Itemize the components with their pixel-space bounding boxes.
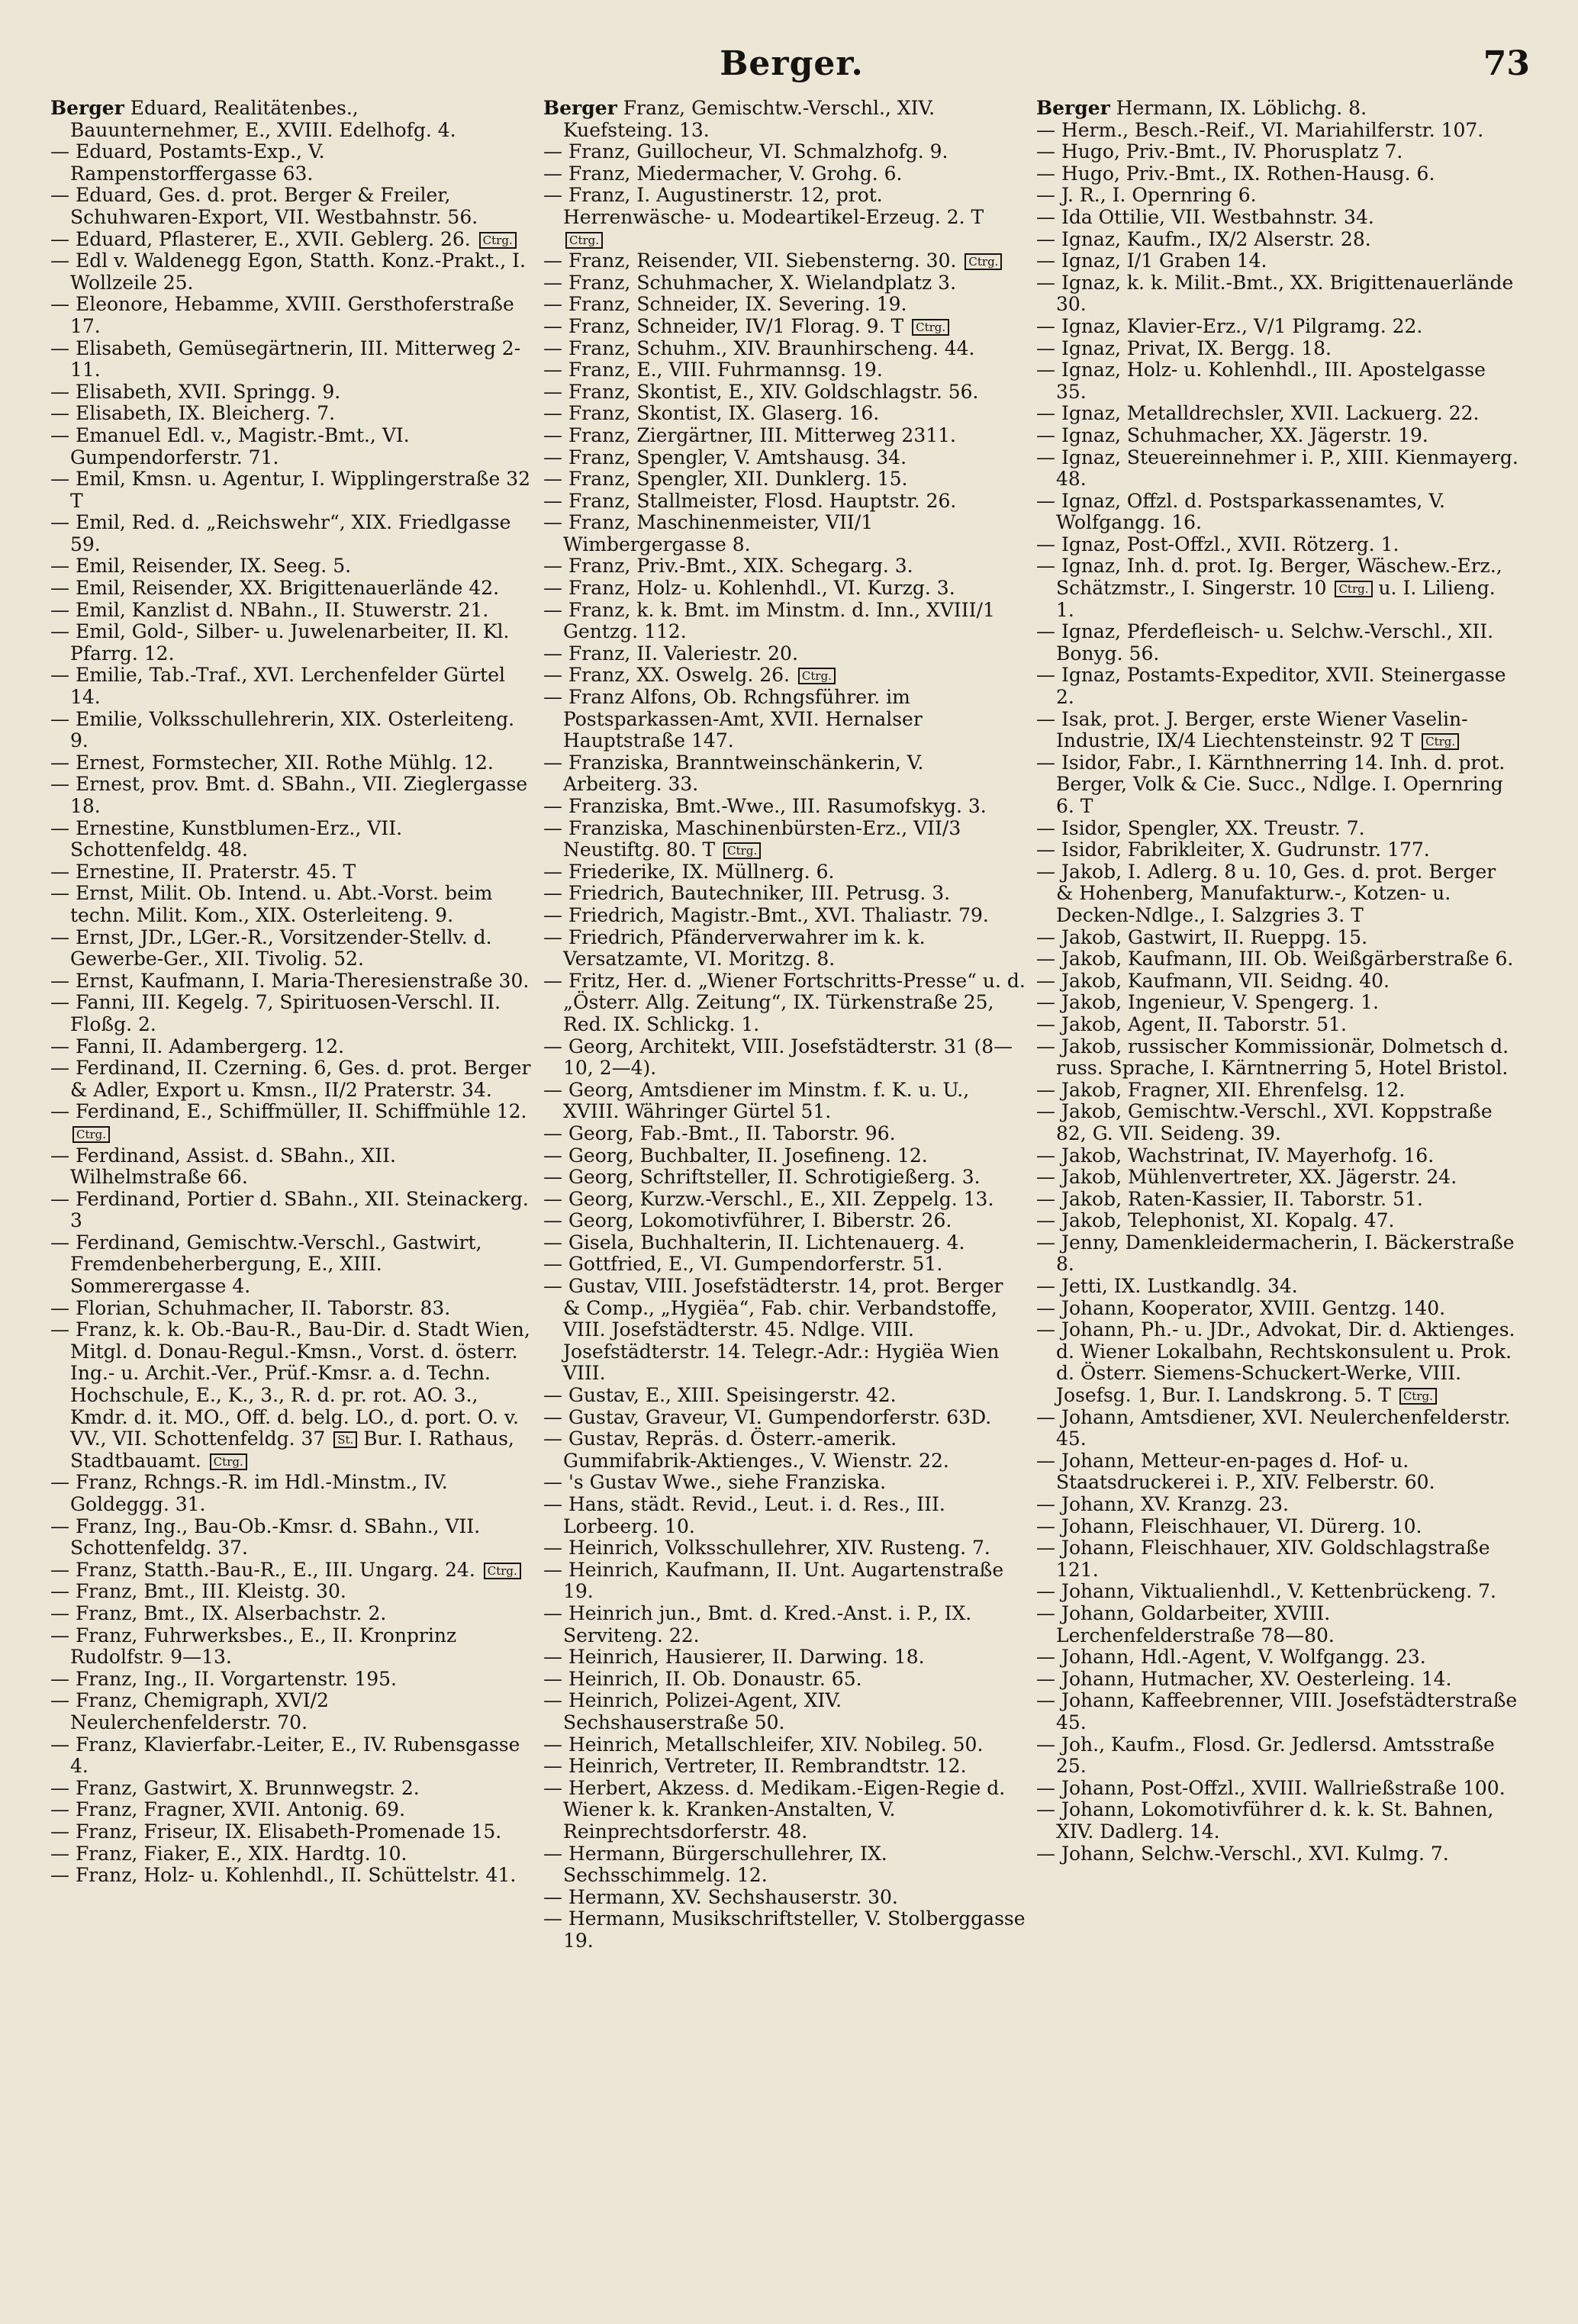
directory-entry: — Gustav, E., XIII. Speisingerstr. 42. — [543, 1384, 897, 1407]
directory-entry: — Franz, Fiaker, E., XIX. Hardtg. 10. — [50, 1842, 407, 1865]
directory-entry: — Georg, Kurzw.-Verschl., E., XII. Zeppelg. 13. — [543, 1187, 994, 1210]
directory-entry: — Jakob, Kaufmann, VII. Seidng. 40. — [1036, 969, 1390, 992]
directory-entry: — Herm., Besch.-Reif., VI. Mariahilferstr. 107. — [1036, 118, 1484, 141]
directory-entry: — Isidor, Fabr., I. Kärnthnerring 14. Inh. d. prot. Berger, Volk & Cie. Succ., Ndlge. I. Opernring 6. T — [1036, 751, 1506, 817]
directory-entry: — Heinrich, Polizei-Agent, XIV. Sechshauserstraße 50. — [543, 1689, 842, 1733]
directory-entry: — Franz, Schneider, IV/1 Florag. 9. T Ctrg. — [543, 316, 1026, 338]
directory-entry: — Johann, Fleischhauer, XIV. Goldschlagstraße 121. — [1036, 1537, 1490, 1581]
directory-entry: — Ferdinand, E., Schiffmüller, II. Schiffmühle 12. Ctrg. — [50, 1100, 527, 1141]
directory-entry: — Johann, Hdl.-Agent, V. Wolfgangg. 23. — [1036, 1646, 1426, 1669]
directory-entry: — Franz, Holz- u. Kohlenhdl., VI. Kurzg. 3. — [543, 577, 955, 600]
directory-entry: — Franz, Schuhm., XIV. Braunhirscheng. 44. — [543, 336, 975, 359]
directory-entry: — Franz, Schneider, IX. Severing. 19. — [543, 293, 907, 316]
directory-entry: — Eduard, Ges. d. prot. Berger & Freiler, Schuhwaren-Export, VII. Westbahnstr. 56. — [50, 184, 478, 228]
directory-entry: — Emil, Kanzlist d. NBahn., II. Stuwerstr. 21. — [50, 598, 489, 621]
directory-entry: — Isak, prot. J. Berger, erste Wiener Vaselin-Industrie, IX/4 Liechtensteinstr. 92 T Ctrg. — [1036, 707, 1468, 752]
directory-entry: — Franz, Spengler, XII. Dunklerg. 15. — [543, 468, 908, 491]
directory-entry: — Fanni, II. Adambergerg. 12. — [50, 1035, 345, 1057]
directory-entry: — Ferdinand, Gemischtw.-Verschl., Gastwirt, Fremdenbeherbergung, E., XIII. Sommerergasse 4. — [50, 1231, 482, 1298]
column-middle — [543, 98, 1026, 2295]
directory-entry: — Jakob, Kaufmann, III. Ob. Weißgärberstraße 6. — [1036, 948, 1514, 970]
directory-entry: — Friedrich, Pfänderverwahrer im k. k. Versatzamte, VI. Moritzg. 8. — [543, 925, 926, 970]
directory-entry: Berger Hermann, IX. Löblichg. 8. — [1036, 98, 1367, 119]
directory-entry: — Franz, I. Augustinerstr. 12, prot. Herrenwäsche- u. Modeartikel-Erzeug. 2. T Ctrg. — [543, 184, 984, 247]
directory-entry: — Herbert, Akzess. d. Medikam.-Eigen-Regie d. Wiener k. k. Kranken-Anstalten, V. Reinprechtsdorferstr. 48. — [543, 1776, 1006, 1843]
directory-entry: — Isidor, Fabrikleiter, X. Gudrunstr. 177. — [1036, 839, 1430, 861]
directory-entry: — Jakob, russischer Kommissionär, Dolmetsch d. russ. Sprache, I. Kärntnerring 5, Hotel Bristol. — [1036, 1035, 1509, 1080]
directory-entry: — Johann, Ph.- u. JDr., Advokat, Dir. d. Aktienges. d. Wiener Lokalbahn, Rechtskonsulent u. Prok. d. Österr. Siemens-Schuckert-Werke, VIII. Josefsg. 1, Bur. I. Landskrong. 5. T Ctrg. — [1036, 1318, 1515, 1407]
directory-entry: — Heinrich, Volksschullehrer, XIV. Rusteng. 7. — [543, 1537, 990, 1560]
column-left — [50, 98, 533, 2295]
directory-entry: Berger Eduard, Realitätenbes., Bauunternehmer, E., XVIII. Edelhofg. 4. — [50, 98, 456, 141]
directory-entry: — Johann, Hutmacher, XV. Oesterleing. 14. — [1036, 1667, 1452, 1690]
directory-entry: — Emil, Reisender, XX. Brigittenauerlände 42. — [50, 577, 500, 600]
directory-entry: — Eduard, Postamts-Exp., V. Rampenstorffergasse 63. — [50, 140, 325, 185]
directory-entry: — Franz, Fragner, XVII. Antonig. 69. — [50, 1798, 406, 1821]
directory-entry: — Johann, Selchw.-Verschl., XVI. Kulmg. 7. — [1036, 1842, 1449, 1865]
directory-entry: — Franz, k. k. Bmt. im Minstm. d. Inn., XVIII/1 Gentzg. 112. — [543, 598, 995, 643]
directory-entry: — Ferdinand, II. Czerning. 6, Ges. d. prot. Berger & Adler, Export u. Kmsn., II/2 Praterstr. 34. — [50, 1057, 531, 1101]
directory-entry: — Gustav, Repräs. d. Österr.-amerik. Gummifabrik-Aktienges., V. Wienstr. 22. — [543, 1428, 949, 1472]
directory-entry: — Fritz, Her. d. „Wiener Fortschritts-Presse“ u. d. „Österr. Allg. Zeitung“, IX. Türkenstraße 25, Red. IX. Schlickg. 1. — [543, 969, 1026, 1035]
directory-entry: — Hugo, Priv.-Bmt., IV. Phorusplatz 7. — [1036, 140, 1403, 163]
directory-entry: — Edl v. Waldenegg Egon, Statth. Konz.-Prakt., I. Wollzeile 25. — [50, 249, 526, 294]
directory-entry: — Emil, Reisender, IX. Seeg. 5. — [50, 555, 352, 578]
directory-entry: — Heinrich, Metallschleifer, XIV. Nobileg. 50. — [543, 1733, 984, 1756]
directory-entry: — Jakob, Agent, II. Taborstr. 51. — [1036, 1012, 1347, 1035]
directory-entry: — Franz, Friseur, IX. Elisabeth-Promenade 15. — [50, 1820, 502, 1843]
directory-entry: — Johann, Amtsdiener, XVI. Neulerchenfelderstr. 45. — [1036, 1405, 1511, 1450]
directory-entry: — Ignaz, Schuhmacher, XX. Jägerstr. 19. — [1036, 423, 1428, 446]
directory-entry: — Heinrich, II. Ob. Donaustr. 65. — [543, 1667, 862, 1690]
page-number: 73 — [1483, 44, 1530, 83]
directory-entry: — Franz, Fuhrwerksbes., E., II. Kronprinz Rudolfstr. 9—13. — [50, 1624, 457, 1669]
directory-entry: — Ignaz, Postamts-Expeditor, XVII. Steinergasse 2. — [1036, 664, 1506, 709]
directory-entry: — Franz, Ziergärtner, III. Mitterweg 2311. — [543, 423, 956, 446]
directory-entry: — Eleonore, Hebamme, XVIII. Gersthoferstraße 17. — [50, 293, 514, 337]
directory-entry: — Franz, Ing., II. Vorgartenstr. 195. — [50, 1667, 397, 1690]
directory-entry: — Jakob, Gemischtw.-Verschl., XVI. Koppstraße 82, G. VII. Seideng. 39. — [1036, 1100, 1493, 1144]
directory-entry: — Franz, Bmt., IX. Alserbachstr. 2. — [50, 1601, 387, 1624]
directory-entry: — Franz, Spengler, V. Amtshausg. 34. — [543, 446, 907, 468]
directory-entry: — Franz, Klavierfabr.-Leiter, E., IV. Rubensgasse 4. — [50, 1733, 520, 1778]
directory-entry: — Gustav, VIII. Josefstädterstr. 14, prot. Berger & Comp., „Hygiëa“, Fab. chir. Verbandstoffe, VIII. Josefstädterstr. 45. Ndlge. VIII. Josefstädterstr. 14. Telegr.-Adr.: Hygiëa Wien VIII. — [543, 1275, 1003, 1385]
directory-entry: — Franz, Miedermacher, V. Grohg. 6. — [543, 162, 903, 185]
directory-entry: — Georg, Lokomotivführer, I. Biberstr. 26. — [543, 1209, 952, 1232]
directory-entry: Berger Franz, Gemischtw.-Verschl., XIV. Kuefsteing. 13. — [543, 98, 936, 141]
directory-entry: — Heinrich, Vertreter, II. Rembrandtstr. 12. — [543, 1755, 967, 1778]
directory-entry: — Franz, Priv.-Bmt., XIX. Schegarg. 3. — [543, 555, 913, 578]
directory-entry: — Georg, Buchbalter, II. Josefineng. 12. — [543, 1144, 928, 1167]
directory-entry: — Jenny, Damenkleidermacherin, I. Bäckerstraße 8. — [1036, 1231, 1515, 1276]
directory-entry: — Franz, Schuhmacher, X. Wielandplatz 3. — [543, 271, 957, 294]
directory-entry: — Johann, Viktualienhdl., V. Kettenbrückeng. 7. — [1036, 1580, 1496, 1603]
directory-entry: — Elisabeth, XVII. Springg. 9. — [50, 380, 341, 403]
directory-entry: — Franz, Statth.-Bau-R., E., III. Ungarg. 24. Ctrg. — [50, 1560, 533, 1582]
directory-entry: — Johann, Goldarbeiter, XVIII. Lerchenfelderstraße 78—80. — [1036, 1601, 1335, 1646]
directory-entry: — Ignaz, Inh. d. prot. Ig. Berger, Wäschew.-Erz., Schätzmstr., I. Singerstr. 10 Ctrg. u. I. Lilieng. 1. — [1036, 555, 1502, 621]
directory-entry: — Friedrich, Bautechniker, III. Petrusg. 3. — [543, 882, 951, 905]
directory-entry: — Ignaz, k. k. Milit.-Bmt., XX. Brigittenauerlände 30. — [1036, 271, 1514, 316]
directory-entry: — Hans, städt. Revid., Leut. i. d. Res., III. Lorbeerg. 10. — [543, 1493, 945, 1537]
column-right — [1036, 98, 1518, 2295]
directory-entry: — Jakob, Ingenieur, V. Spengerg. 1. — [1036, 991, 1379, 1014]
directory-entry: — Jakob, Gastwirt, II. Rueppg. 15. — [1036, 925, 1368, 948]
directory-entry: — Heinrich, Kaufmann, II. Unt. Augartenstraße 19. — [543, 1558, 1004, 1603]
directory-entry: — Franziska, Bmt.-Wwe., III. Rasumofskyg. 3. — [543, 795, 987, 817]
directory-entry: — Gustav, Graveur, VI. Gumpendorferstr. 63D. — [543, 1405, 992, 1428]
directory-entry: — Isidor, Spengler, XX. Treustr. 7. — [1036, 816, 1365, 839]
directory-entry: — Franz, Chemigraph, XVI/2 Neulerchenfelderstr. 70. — [50, 1689, 329, 1733]
directory-entry: — Gisela, Buchhalterin, II. Lichtenauerg. 4. — [543, 1231, 965, 1254]
directory-entry: — Franz, Skontist, IX. Glaserg. 16. — [543, 402, 880, 425]
directory-entry: — Georg, Schriftsteller, II. Schrotigießerg. 3. — [543, 1166, 981, 1189]
directory-entry: — Hermann, Bürgerschullehrer, IX. Sechsschimmelg. 12. — [543, 1842, 887, 1887]
directory-entry: — Ferdinand, Portier d. SBahn., XII. Steinackerg. 3 — [50, 1187, 529, 1232]
directory-entry: — Jakob, Raten-Kassier, II. Taborstr. 51. — [1036, 1187, 1423, 1210]
directory-entry: — Heinrich, Hausierer, II. Darwing. 18. — [543, 1646, 925, 1669]
directory-entry: — Franz, Holz- u. Kohlenhdl., II. Schüttelstr. 41. — [50, 1864, 517, 1887]
directory-entry: — Johann, Kaffeebrenner, VIII. Josefstädterstraße 45. — [1036, 1689, 1518, 1733]
directory-entry: — Friedrich, Magistr.-Bmt., XVI. Thaliastr. 79. — [543, 903, 989, 926]
directory-entry: — Fanni, III. Kegelg. 7, Spirituosen-Verschl. II. Floßg. 2. — [50, 991, 501, 1035]
directory-entry: — Gottfried, E., VI. Gumpendorferstr. 51. — [543, 1253, 943, 1276]
directory-entry: — Emanuel Edl. v., Magistr.-Bmt., VI. Gumpendorferstr. 71. — [50, 423, 410, 468]
directory-entry: — 's Gustav Wwe., siehe Franziska. — [543, 1471, 887, 1494]
directory-entry: — Eduard, Pflasterer, E., XVII. Geblerg. 26. Ctrg. — [50, 229, 533, 251]
directory-entry: — Jakob, Telephonist, XI. Kopalg. 47. — [1036, 1209, 1395, 1232]
directory-entry: — Ignaz, Pferdefleisch- u. Selchw.-Verschl., XII. Bonyg. 56. — [1036, 620, 1494, 665]
directory-entry: — Ernst, Kaufmann, I. Maria-Theresienstraße 30. — [50, 969, 530, 992]
directory-entry: — Jakob, Mühlenvertreter, XX. Jägerstr. 24. — [1036, 1166, 1457, 1189]
directory-entry: — Franz, Stallmeister, Flosd. Hauptstr. 26. — [543, 489, 957, 512]
directory-entry: — Ignaz, Kaufm., IX/2 Alserstr. 28. — [1036, 227, 1371, 250]
directory-entry: — Heinrich jun., Bmt. d. Kred.-Anst. i. P., IX. Serviteng. 22. — [543, 1601, 972, 1646]
directory-entry: — Johann, Post-Offzl., XVIII. Wallrießstraße 100. — [1036, 1776, 1506, 1799]
directory-entry: — Georg, Architekt, VIII. Josefstädterstr. 31 (8—10, 2—4). — [543, 1035, 1013, 1080]
directory-entry: — J. R., I. Opernring 6. — [1036, 184, 1257, 207]
directory-entry: — Jakob, I. Adlerg. 8 u. 10, Ges. d. prot. Berger & Hohenberg, Manufakturw.-, Kotzen- u. Decken-Ndlge., I. Salzgries 3. T — [1036, 860, 1496, 926]
directory-entry: — Ida Ottilie, VII. Westbahnstr. 34. — [1036, 205, 1374, 228]
directory-entry: — Ernest, prov. Bmt. d. SBahn., VII. Zieglergasse 18. — [50, 773, 528, 817]
directory-entry: — Hermann, Musikschriftsteller, V. Stolberggasse 19. — [543, 1907, 1026, 1952]
directory-entry: — Ernest, Formstecher, XII. Rothe Mühlg. 12. — [50, 751, 494, 774]
directory-entry: — Ignaz, Holz- u. Kohlenhdl., III. Apostelgasse 35. — [1036, 359, 1486, 403]
directory-entry: — Franz, Rchngs.-R. im Hdl.-Minstm., IV. Goldeggg. 31. — [50, 1471, 448, 1515]
directory-entry: — Franz, XX. Oswelg. 26. Ctrg. — [543, 665, 1026, 687]
directory-entry: — Franz, Bmt., III. Kleistg. 30. — [50, 1580, 346, 1603]
directory-entry: — Ernst, Milit. Ob. Intend. u. Abt.-Vorst. beim techn. Milit. Kom., XIX. Osterleiteng. 9. — [50, 882, 493, 926]
directory-entry: — Franz, Ing., Bau-Ob.-Kmsr. d. SBahn., VII. Schottenfeldg. 37. — [50, 1514, 481, 1560]
directory-entry: — Franz, Skontist, E., XIV. Goldschlagstr. 56. — [543, 380, 979, 403]
directory-entry: — Franz Alfons, Ob. Rchngsführer. im Postsparkassen-Amt, XVII. Hernalser Hauptstraße 147. — [543, 686, 923, 752]
directory-entry: — Ignaz, Steuereinnehmer i. P., XIII. Kienmayerg. 48. — [1036, 446, 1518, 491]
directory-entry: — Franz, k. k. Ob.-Bau-R., Bau-Dir. d. Stadt Wien, Mitgl. d. Donau-Regul.-Kmsn., Vorst. d. österr. Ing.- u. Archit.-Ver., Prüf.-Kmsr. a. d. Techn. Hochschule, E., K., 3., R. d. pr. rot. AO. 3., Kmdr. d. it. MO., Off. d. belg. LO., d. port. O. v. VV., VII. Schottenfeldg. 37 St. Bur. I. Rathaus, Stadtbauamt. Ctrg. — [50, 1318, 530, 1472]
directory-entry: — Franziska, Maschinenbürsten-Erz., VII/3 Neustiftg. 80. T Ctrg. — [543, 816, 961, 861]
directory-entry: — Johann, XV. Kranzg. 23. — [1036, 1493, 1289, 1515]
directory-entry: — Elisabeth, IX. Bleicherg. 7. — [50, 402, 336, 425]
directory-entry: — Ernst, JDr., LGer.-R., Vorsitzender-Stellv. d. Gewerbe-Ger., XII. Tivolig. 52. — [50, 925, 492, 970]
directory-entry: — Georg, Amtsdiener im Minstm. f. K. u. U., XVIII. Währinger Gürtel 51. — [543, 1078, 970, 1123]
directory-entry: — Franziska, Branntweinschänkerin, V. Arbeiterg. 33. — [543, 751, 924, 796]
directory-entry: — Emilie, Volksschullehrerin, XIX. Osterleiteng. 9. — [50, 707, 515, 752]
directory-entry: — Ignaz, Post-Offzl., XVII. Rötzerg. 1. — [1036, 533, 1399, 555]
directory-entry: — Johann, Kooperator, XVIII. Gentzg. 140. — [1036, 1296, 1446, 1319]
directory-entry: — Franz, Maschinenmeister, VII/1 Wimbergergasse 8. — [543, 511, 874, 555]
directory-entry: — Ernestine, II. Praterstr. 45. T — [50, 860, 356, 883]
directory-entry: — Emil, Red. d. „Reichswehr“, XIX. Friedlgasse 59. — [50, 511, 511, 555]
running-head-title: Berger. — [720, 44, 864, 83]
directory-entry: — Jakob, Wachstrinat, IV. Mayerhofg. 16. — [1036, 1144, 1435, 1167]
directory-entry: — Emilie, Tab.-Traf., XVI. Lerchenfelder Gürtel 14. — [50, 664, 506, 709]
directory-entry: — Ernestine, Kunstblumen-Erz., VII. Schottenfeldg. 48. — [50, 816, 403, 861]
entry-columns — [50, 98, 1531, 2295]
page-header — [53, 37, 1530, 98]
directory-entry: — Johann, Metteur-en-pages d. Hof- u. Staatsdruckerei i. P., XIV. Felberstr. 60. — [1036, 1449, 1435, 1494]
directory-entry: — Franz, II. Valeriestr. 20. — [543, 642, 798, 665]
directory-entry: — Ignaz, Metalldrechsler, XVII. Lackuerg. 22. — [1036, 402, 1480, 425]
directory-entry: — Ignaz, Privat, IX. Bergg. 18. — [1036, 336, 1332, 359]
directory-entry: — Elisabeth, Gemüsegärtnerin, III. Mitterweg 2-11. — [50, 336, 521, 381]
directory-entry: — Franz, Reisender, VII. Siebensterng. 30. Ctrg. — [543, 250, 1026, 272]
directory-entry: — Florian, Schuhmacher, II. Taborstr. 83. — [50, 1296, 451, 1319]
directory-entry: — Ignaz, Klavier-Erz., V/1 Pilgramg. 22. — [1036, 314, 1423, 337]
directory-entry: — Emil, Gold-, Silber- u. Juwelenarbeiter, II. Kl. Pfarrg. 12. — [50, 620, 510, 665]
directory-entry: — Ferdinand, Assist. d. SBahn., XII. Wilhelmstraße 66. — [50, 1144, 396, 1189]
directory-entry: — Emil, Kmsn. u. Agentur, I. Wipplingerstraße 32 T — [50, 468, 531, 512]
directory-entry: — Friederike, IX. Müllnerg. 6. — [543, 860, 835, 883]
directory-entry: — Jetti, IX. Lustkandlg. 34. — [1036, 1275, 1298, 1298]
directory-entry: — Joh., Kaufm., Flosd. Gr. Jedlersd. Amtsstraße 25. — [1036, 1733, 1495, 1778]
directory-entry: — Johann, Lokomotivführer d. k. k. St. Bahnen, XIV. Dadlerg. 14. — [1036, 1798, 1494, 1843]
directory-entry: — Jakob, Fragner, XII. Ehrenfelsg. 12. — [1036, 1078, 1406, 1101]
directory-entry: — Franz, Gastwirt, X. Brunnwegstr. 2. — [50, 1776, 420, 1799]
directory-entry: — Hugo, Priv.-Bmt., IX. Rothen-Hausg. 6. — [1036, 162, 1435, 185]
directory-entry: — Franz, Guillocheur, VI. Schmalzhofg. 9. — [543, 140, 948, 163]
directory-entry: — Johann, Fleischhauer, VI. Dürerg. 10. — [1036, 1514, 1422, 1537]
directory-entry: — Franz, E., VIII. Fuhrmannsg. 19. — [543, 359, 883, 381]
directory-entry: — Georg, Fab.-Bmt., II. Taborstr. 96. — [543, 1122, 896, 1144]
directory-entry: — Ignaz, Offzl. d. Postsparkassenamtes, V. Wolfgangg. 16. — [1036, 489, 1445, 534]
directory-entry: — Hermann, XV. Sechshauserstr. 30. — [543, 1885, 898, 1908]
directory-entry: — Ignaz, I/1 Graben 14. — [1036, 249, 1267, 272]
